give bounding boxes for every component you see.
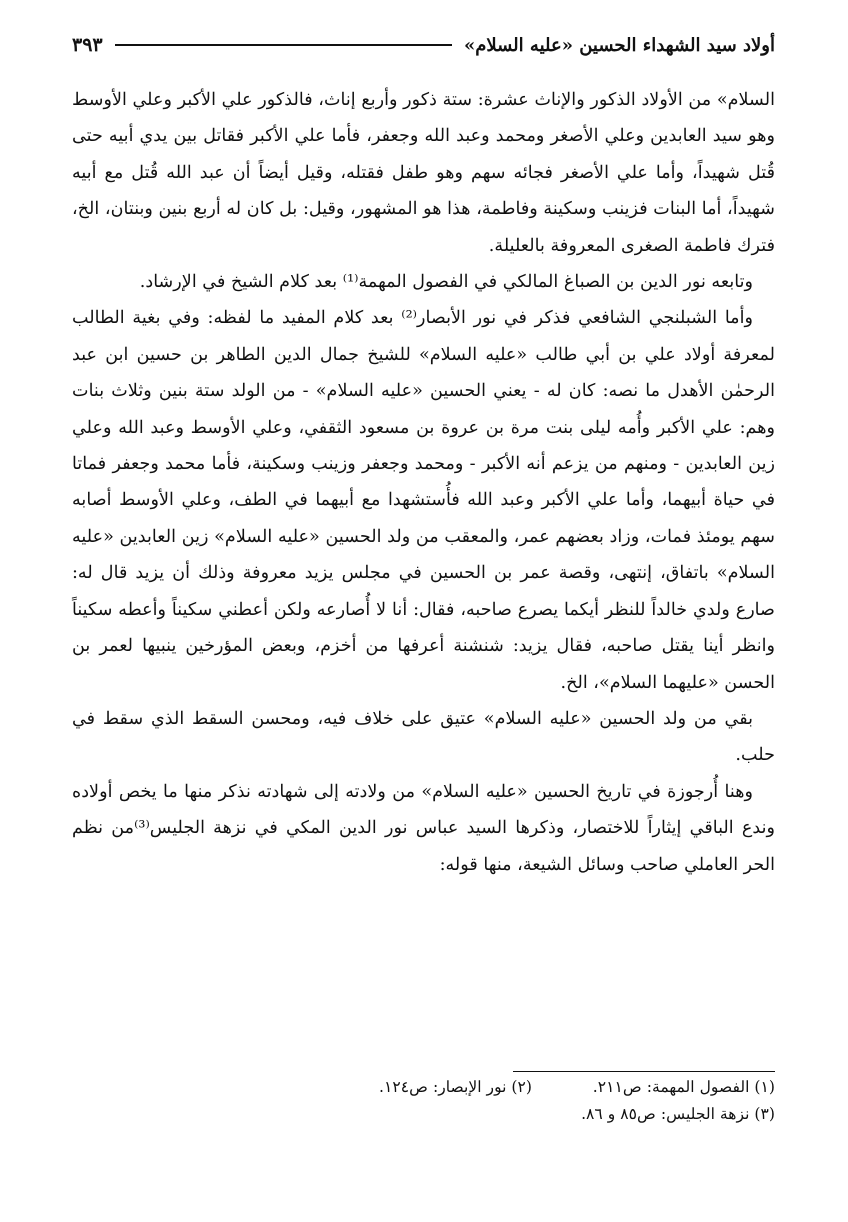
paragraph-urjuza: وهنا أُرجوزة في تاريخ الحسين «عليه السلام» من ولادته إلى شهادته نذكر منها ما يخص أولاده وندع الباقي إيثاراً للاختصار، وذكرها السيد عباس نور الدين المكي في نزهة الجليس⁽³⁾من نظم الحر العاملي صاحب وسائل الشيعة، منها قوله: bbox=[72, 781, 775, 875]
footnote-2: (٢) نور الإبصار: ص١٢٤. bbox=[379, 1078, 532, 1096]
paragraph-continuation: السلام» من الأولاد الذكور والإناث عشرة: ستة ذكور وأربع إناث، فالذكور علي الأكبر وعلي الأوسط وهو سيد العابدين وعلي الأصغر ومحمد وعبد الله وجعفر، فأما علي الأكبر فقاتل بين يدي أبيه حتى قُتل شهيداً، وأما علي الأصغر فجائه سهم وهو طفل فقتله، وقيل أيضاً أن عبد الله قُتل مع أبيه شهيداً، أما البنات فزينب وسكينة وفاطمة، هذا هو المشهور، وقيل: بل كان له أربع بنين وبنتان، الخ، فترك فاطمة الصغرى المعروفة بالعليلة. bbox=[72, 90, 775, 256]
footnote-row bbox=[175, 1074, 775, 1101]
footnote-3: (٣) نزهة الجليس: ص٨٥ و ٨٦. bbox=[581, 1105, 775, 1123]
footnotes bbox=[175, 1074, 775, 1128]
footnote-1: (١) الفصول المهمة: ص٢١١. bbox=[592, 1078, 775, 1096]
footnote-row bbox=[175, 1101, 775, 1128]
running-header bbox=[72, 28, 775, 62]
paragraph-remaining-sons: بقي من ولد الحسين «عليه السلام» عتيق على خلاف فيه، ومحسن السقط الذي سقط في حلب. bbox=[72, 708, 775, 766]
header-rule bbox=[115, 44, 452, 46]
running-title: أولاد سيد الشهداء الحسين «عليه السلام» bbox=[463, 34, 775, 56]
main-text bbox=[72, 82, 775, 883]
page-number: ٣٩٣ bbox=[72, 34, 103, 56]
paragraph-ibn-sabbagh: وتابعه نور الدين بن الصباغ المالكي في الفصول المهمة⁽¹⁾ بعد كلام الشيخ في الإرشاد. bbox=[139, 272, 753, 293]
paragraph-shablanji: وأما الشبلنجي الشافعي فذكر في نور الأبصار⁽²⁾ بعد كلام المفيد ما لفظه: وفي بغية الطالب لمعرفة أولاد علي بن أبي طالب «عليه السلام» للشيخ جمال الدين الطاهر بن حسين ابن عبد الرحمٰن الأهدل ما نصه: كان له - يعني الحسين «عليه السلام» - من الولد ستة بنين وثلاث بنات وهم: علي الأكبر وأُمه ليلى بنت مرة بن عروة بن مسعود الثقفي، وعلي الأوسط وعبد الله وعلي زين العابدين - ومنهم من يزعم أنه الأكبر - ومحمد وجعفر وزينب وسكينة، فأما محمد وجعفر فماتا في حياة أبيهما، وأما علي الأكبر وعبد الله فأُستشهدا مع أبيهما في الطف، وعلي الأوسط أصابه سهم يومئذ فمات، وزاد بعضهم عمر، والمعقب من ولد الحسين «عليه السلام» زين العابدين «عليه السلام» باتفاق، إنتهى، وقصة عمر بن الحسين في مجلس يزيد معروفة وذلك أن يزيد قال له: صارع ولدي خالداً للنظر أيكما يصرع صاحبه، فقال: أنا لا أُصارعه ولكن أعطني سكيناً وأعطه سكيناً وانظر أينا يقتل صاحبه، فقال يزيد: شنشنة أعرفها من أخزم، وبعض المؤرخين ينبيها لعمر بن الحسن «عليهما السلام»، الخ. bbox=[72, 308, 775, 693]
footnote-separator bbox=[513, 1071, 775, 1072]
